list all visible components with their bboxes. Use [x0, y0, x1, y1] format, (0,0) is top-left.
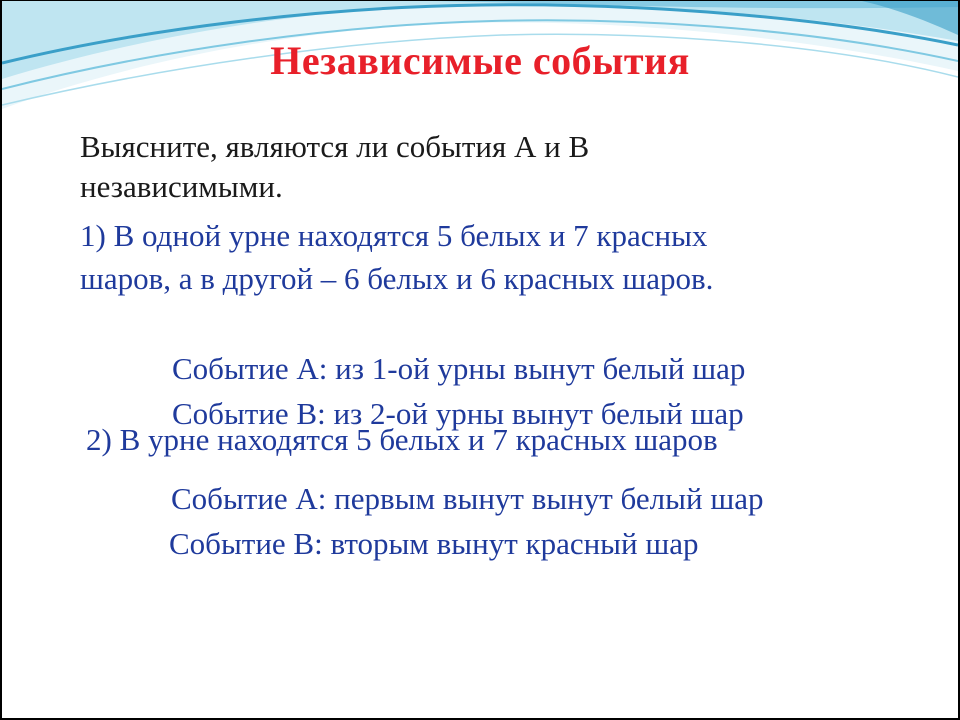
task-2-event-a: Событие А: первым вынут вынут белый шар — [171, 481, 764, 516]
task-2-event-b: Событие В: вторым вынут красный шар — [169, 526, 699, 561]
task-1-event-b: Событие В: из 2-ой урны вынут белый шар — [172, 396, 744, 431]
task-1-line-1: 1) В одной урне находятся 5 белых и 7 красных — [80, 218, 708, 253]
task-2-line-1: 2) В урне находятся 5 белых и 7 красных шаров — [86, 422, 718, 457]
slide — [2, 1, 958, 718]
task-1-event-a: Событие А: из 1-ой урны вынут белый шар — [172, 351, 746, 386]
question-line-2: независимыми. — [80, 169, 283, 204]
task-1-line-2: шаров, а в другой – 6 белых и 6 красных шаров. — [80, 261, 714, 296]
question-line-1: Выясните, являются ли события А и В — [80, 129, 590, 164]
slide-title: Независимые события — [270, 38, 690, 83]
